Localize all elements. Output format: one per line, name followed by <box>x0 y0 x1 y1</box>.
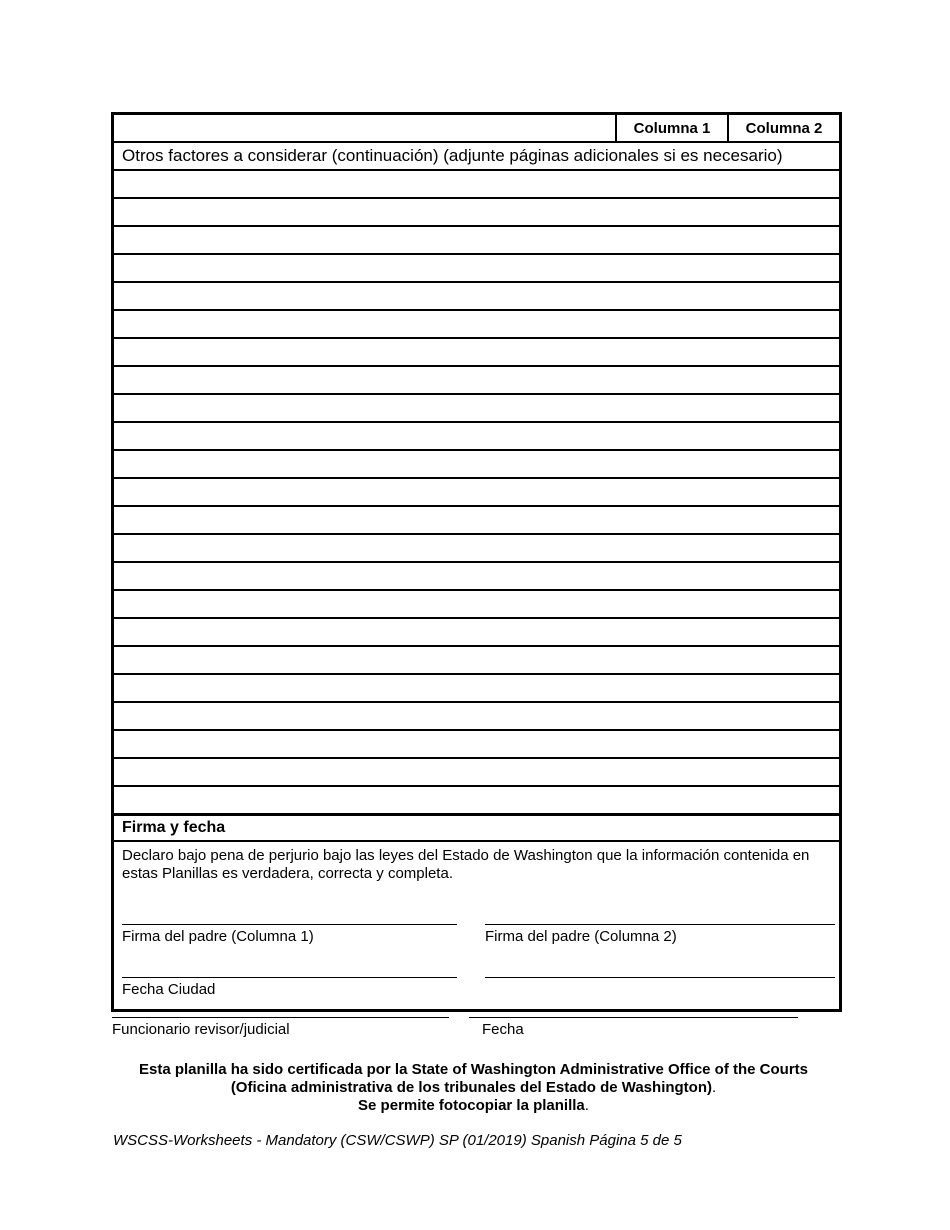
blank-entry-row[interactable] <box>114 535 839 563</box>
official-signature-line[interactable] <box>112 1017 449 1018</box>
header-blank-cell <box>114 115 615 141</box>
blank-entry-row[interactable] <box>114 339 839 367</box>
blank-entry-row[interactable] <box>114 759 839 787</box>
worksheet-table <box>111 112 842 1012</box>
certification-line-1: Esta planilla ha sido certificada por la State of Washington Administrative Office of the Courts <box>139 1061 808 1078</box>
blank-entry-row[interactable] <box>114 199 839 227</box>
parent1-signature-line[interactable] <box>122 924 457 925</box>
blank-entry-row[interactable] <box>114 423 839 451</box>
blank-entry-row[interactable] <box>114 479 839 507</box>
blank-entry-row[interactable] <box>114 451 839 479</box>
blank-entry-row[interactable] <box>114 255 839 283</box>
other-factors-title: Otros factores a considerar (continuación) (adjunte páginas adicionales si es necesario) <box>114 143 839 171</box>
blank-entry-row[interactable] <box>114 227 839 255</box>
signature-heading: Firma y fecha <box>114 816 839 842</box>
blank-entry-row[interactable] <box>114 675 839 703</box>
parent2-signature-line[interactable] <box>485 924 835 925</box>
blank-entry-row[interactable] <box>114 787 839 816</box>
blank-entry-row[interactable] <box>114 647 839 675</box>
blank-entry-row[interactable] <box>114 563 839 591</box>
perjury-declaration: Declaro bajo pena de perjurio bajo las leyes del Estado de Washington que la información contenida en estas Planillas es verdadera, correcta y completa. <box>122 847 810 882</box>
blank-entry-row[interactable] <box>114 703 839 731</box>
blank-entry-row[interactable] <box>114 171 839 199</box>
column-1-header: Columna 1 <box>615 115 727 141</box>
parent1-signature-label: Firma del padre (Columna 1) <box>122 928 314 945</box>
certification-note: Esta planilla ha sido certificada por la State of Washington Administrative Office of the Courts (Oficina administrativa de los tribunales del Estado de Washington). Se permite fotocopiar la planilla. <box>139 1061 808 1114</box>
blank-entry-row[interactable] <box>114 311 839 339</box>
blank-entry-row[interactable] <box>114 283 839 311</box>
blank-entry-row[interactable] <box>114 395 839 423</box>
second-date-city-line[interactable] <box>485 977 835 978</box>
blank-entry-row[interactable] <box>114 507 839 535</box>
certification-line-2: (Oficina administrativa de los tribunales del Estado de Washington) <box>230 1079 712 1096</box>
certification-line-3: Se permite fotocopiar la planilla <box>358 1097 585 1114</box>
column-2-header: Columna 2 <box>727 115 839 141</box>
blank-entry-row[interactable] <box>114 591 839 619</box>
official-date-line[interactable] <box>469 1017 798 1018</box>
blank-entry-row[interactable] <box>114 619 839 647</box>
official-date-label: Fecha <box>482 1021 524 1038</box>
blank-entry-row[interactable] <box>114 367 839 395</box>
blank-entry-row[interactable] <box>114 731 839 759</box>
parent2-signature-label: Firma del padre (Columna 2) <box>485 928 677 945</box>
table-header-row <box>114 115 839 143</box>
official-label: Funcionario revisor/judicial <box>112 1021 290 1038</box>
form-footer: WSCSS-Worksheets - Mandatory (CSW/CSWP) SP (01/2019) Spanish Página 5 de 5 <box>113 1132 682 1149</box>
signature-section <box>114 842 839 1009</box>
blank-rows-container <box>114 171 839 816</box>
date-city-label: Fecha Ciudad <box>122 981 216 998</box>
date-city-line[interactable] <box>122 977 457 978</box>
